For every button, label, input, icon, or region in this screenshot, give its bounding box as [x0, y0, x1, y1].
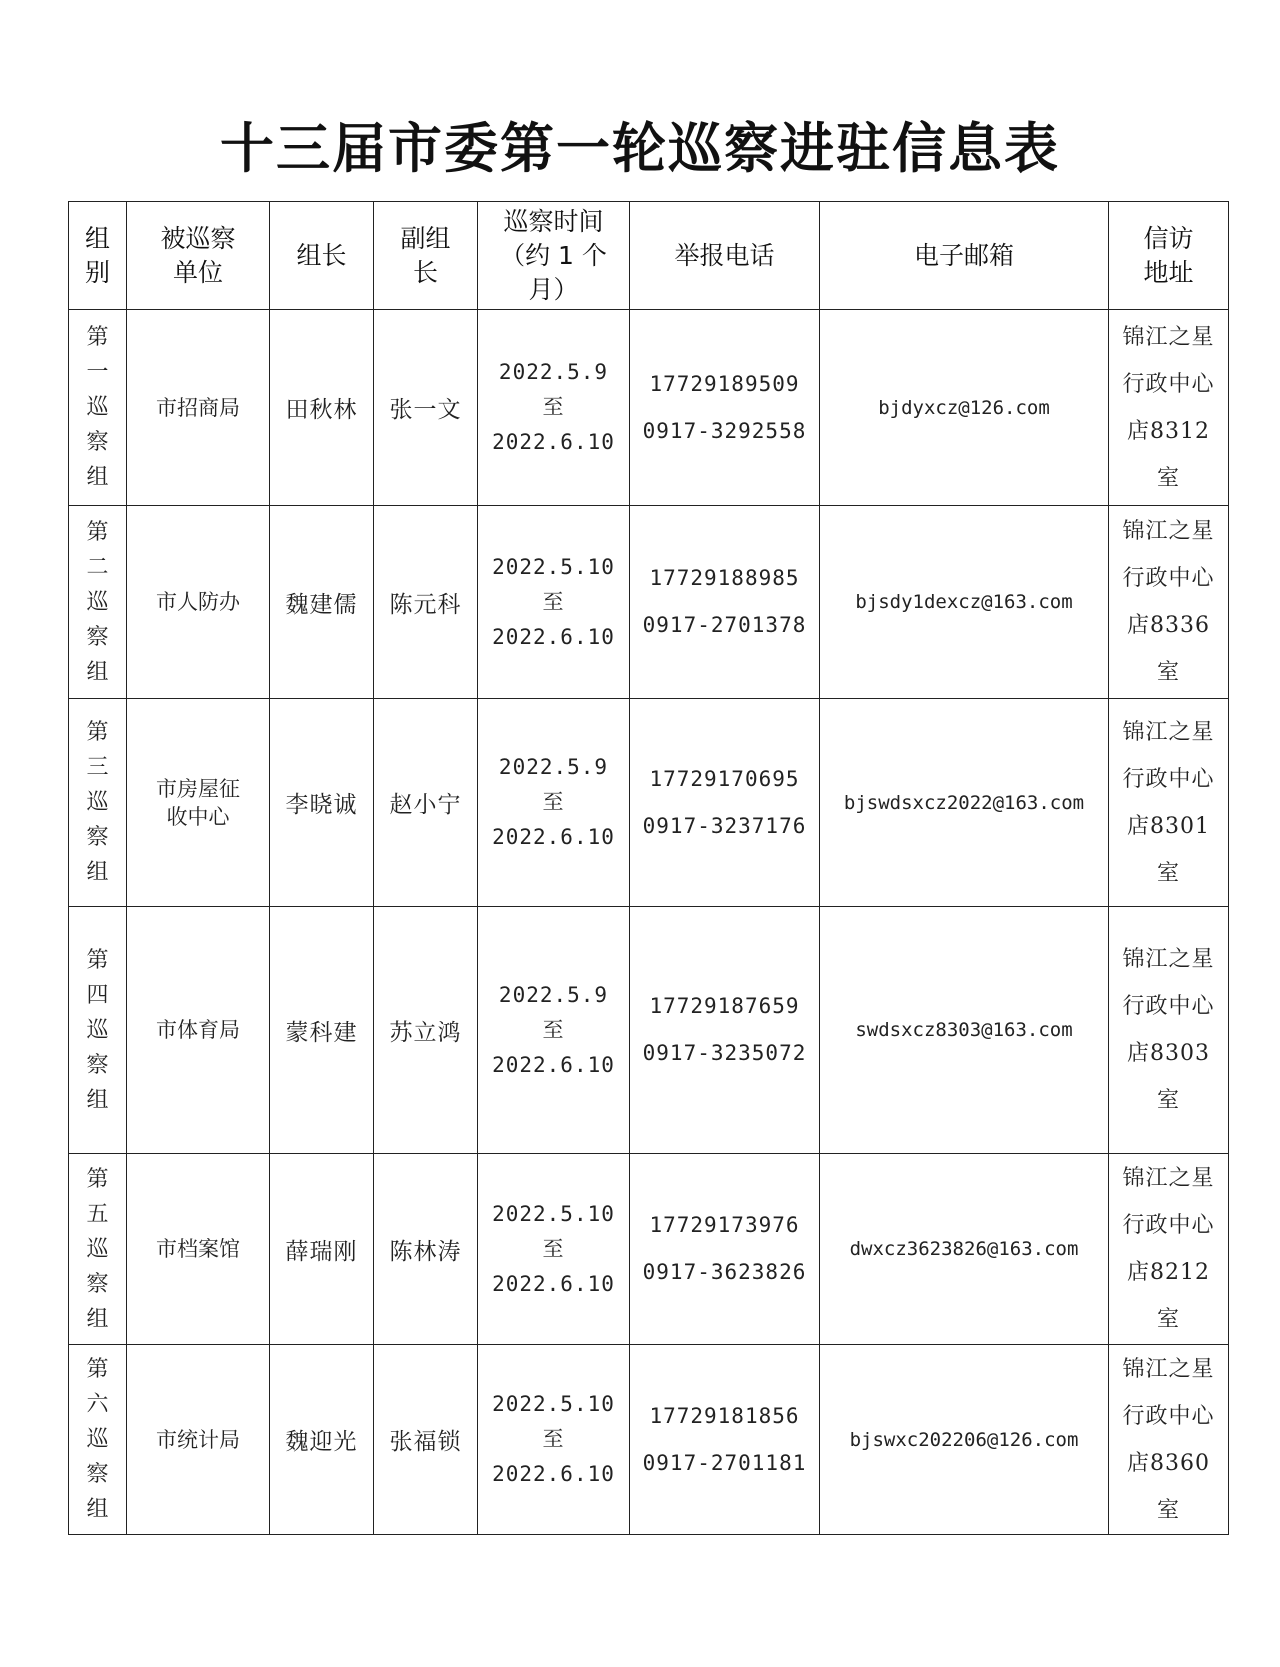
period-start: 2022.5.9: [498, 982, 609, 1007]
phone-cell: [630, 1154, 820, 1345]
landline-number: 0917-3235072: [642, 1041, 807, 1065]
table-row: [69, 699, 1229, 907]
table-row: [69, 310, 1229, 506]
leader-cell: 田秋林: [270, 310, 374, 506]
period-cell: [478, 506, 630, 699]
header-group: 组别: [69, 202, 127, 310]
document-title: 十三届市委第一轮巡察进驻信息表: [220, 116, 1060, 180]
email-cell: bjsdy1dexcz@163.com: [820, 506, 1109, 699]
mobile-number: 17729173976: [649, 1213, 800, 1237]
period-end: 2022.6.10: [492, 1271, 615, 1296]
table-row: [69, 1345, 1229, 1535]
mobile-number: 17729181856: [649, 1403, 800, 1428]
period-to: 至: [542, 1427, 565, 1451]
period-cell: [478, 1345, 630, 1535]
period-to: 至: [542, 1236, 565, 1261]
phone-cell: [630, 907, 820, 1154]
period-cell: [478, 907, 630, 1154]
period-to: 至: [542, 395, 565, 419]
deputy-cell: 赵小宁: [374, 699, 478, 907]
leader-cell: 李晓诚: [270, 699, 374, 907]
period-to: 至: [542, 790, 565, 814]
period-end: 2022.6.10: [492, 825, 615, 849]
unit-cell: 市招商局: [127, 310, 270, 506]
table-row: [69, 506, 1229, 699]
address-cell: 锦江之星行政中心店8301 室: [1109, 699, 1229, 907]
header-deputy: 副组长: [374, 202, 478, 310]
address-cell: 锦江之星行政中心店8303 室: [1109, 907, 1229, 1154]
landline-number: 0917-3623826: [642, 1260, 807, 1284]
mobile-number: 17729187659: [649, 994, 800, 1018]
period-to: 至: [542, 589, 565, 614]
header-phone: 举报电话: [630, 202, 820, 310]
header-leader: 组长: [270, 202, 374, 310]
leader-cell: 魏建儒: [270, 506, 374, 699]
unit-cell: 市体育局: [127, 907, 270, 1154]
table-body: [69, 310, 1229, 1535]
mobile-number: 17729170695: [649, 766, 800, 791]
period-cell: [478, 310, 630, 506]
period-cell: [478, 699, 630, 907]
address-cell: 锦江之星行政中心店8336 室: [1109, 506, 1229, 699]
group-cell: 第四巡察组: [69, 907, 127, 1154]
deputy-cell: 陈林涛: [374, 1154, 478, 1345]
period-end: 2022.6.10: [492, 1462, 615, 1486]
unit-cell: 市统计局: [127, 1345, 270, 1535]
header-unit: 被巡察单位: [127, 202, 270, 310]
inspection-info-table: [68, 201, 1229, 1535]
unit-cell: 市房屋征收中心: [127, 699, 270, 907]
email-cell: swdsxcz8303@163.com: [820, 907, 1109, 1154]
period-start: 2022.5.9: [498, 755, 609, 779]
period-start: 2022.5.10: [492, 554, 615, 579]
address-cell: 锦江之星行政中心店8360 室: [1109, 1345, 1229, 1535]
deputy-cell: 陈元科: [374, 506, 478, 699]
deputy-cell: 苏立鸿: [374, 907, 478, 1154]
group-cell: 第五巡察组: [69, 1154, 127, 1345]
deputy-cell: 张福锁: [374, 1345, 478, 1535]
period-end: 2022.6.10: [492, 430, 615, 454]
leader-cell: 薛瑞刚: [270, 1154, 374, 1345]
table-row: [69, 1154, 1229, 1345]
address-cell: 锦江之星行政中心店8312 室: [1109, 310, 1229, 506]
leader-cell: 蒙科建: [270, 907, 374, 1154]
unit-cell: 市档案馆: [127, 1154, 270, 1345]
address-cell: 锦江之星行政中心店8212 室: [1109, 1154, 1229, 1345]
email-cell: dwxcz3623826@163.com: [820, 1154, 1109, 1345]
header-period: 巡察时间（约 1 个月）: [478, 202, 630, 310]
unit-cell: 市人防办: [127, 506, 270, 699]
period-start: 2022.5.9: [498, 360, 609, 384]
landline-number: 0917-2701378: [642, 613, 807, 637]
table-header-row: [69, 202, 1229, 310]
landline-number: 0917-2701181: [642, 1450, 807, 1475]
period-cell: [478, 1154, 630, 1345]
email-cell: bjswxc202206@126.com: [820, 1345, 1109, 1535]
email-cell: bjdyxcz@126.com: [820, 310, 1109, 506]
phone-cell: [630, 310, 820, 506]
phone-cell: [630, 506, 820, 699]
period-end: 2022.6.10: [492, 624, 615, 649]
mobile-number: 17729188985: [649, 566, 800, 590]
group-cell: 第六巡察组: [69, 1345, 127, 1535]
period-to: 至: [542, 1017, 565, 1042]
mobile-number: 17729189509: [649, 371, 800, 396]
phone-cell: [630, 699, 820, 907]
period-start: 2022.5.10: [492, 1201, 615, 1226]
group-cell: 第二巡察组: [69, 506, 127, 699]
group-cell: 第三巡察组: [69, 699, 127, 907]
group-cell: 第一巡察组: [69, 310, 127, 506]
deputy-cell: 张一文: [374, 310, 478, 506]
period-end: 2022.6.10: [492, 1052, 615, 1077]
email-cell: bjswdsxcz2022@163.com: [820, 699, 1109, 907]
landline-number: 0917-3237176: [642, 813, 807, 838]
header-address: 信访地址: [1109, 202, 1229, 310]
header-email: 电子邮箱: [820, 202, 1109, 310]
leader-cell: 魏迎光: [270, 1345, 374, 1535]
phone-cell: [630, 1345, 820, 1535]
landline-number: 0917-3292558: [642, 418, 807, 443]
period-start: 2022.5.10: [492, 1392, 615, 1416]
table-row: [69, 907, 1229, 1154]
